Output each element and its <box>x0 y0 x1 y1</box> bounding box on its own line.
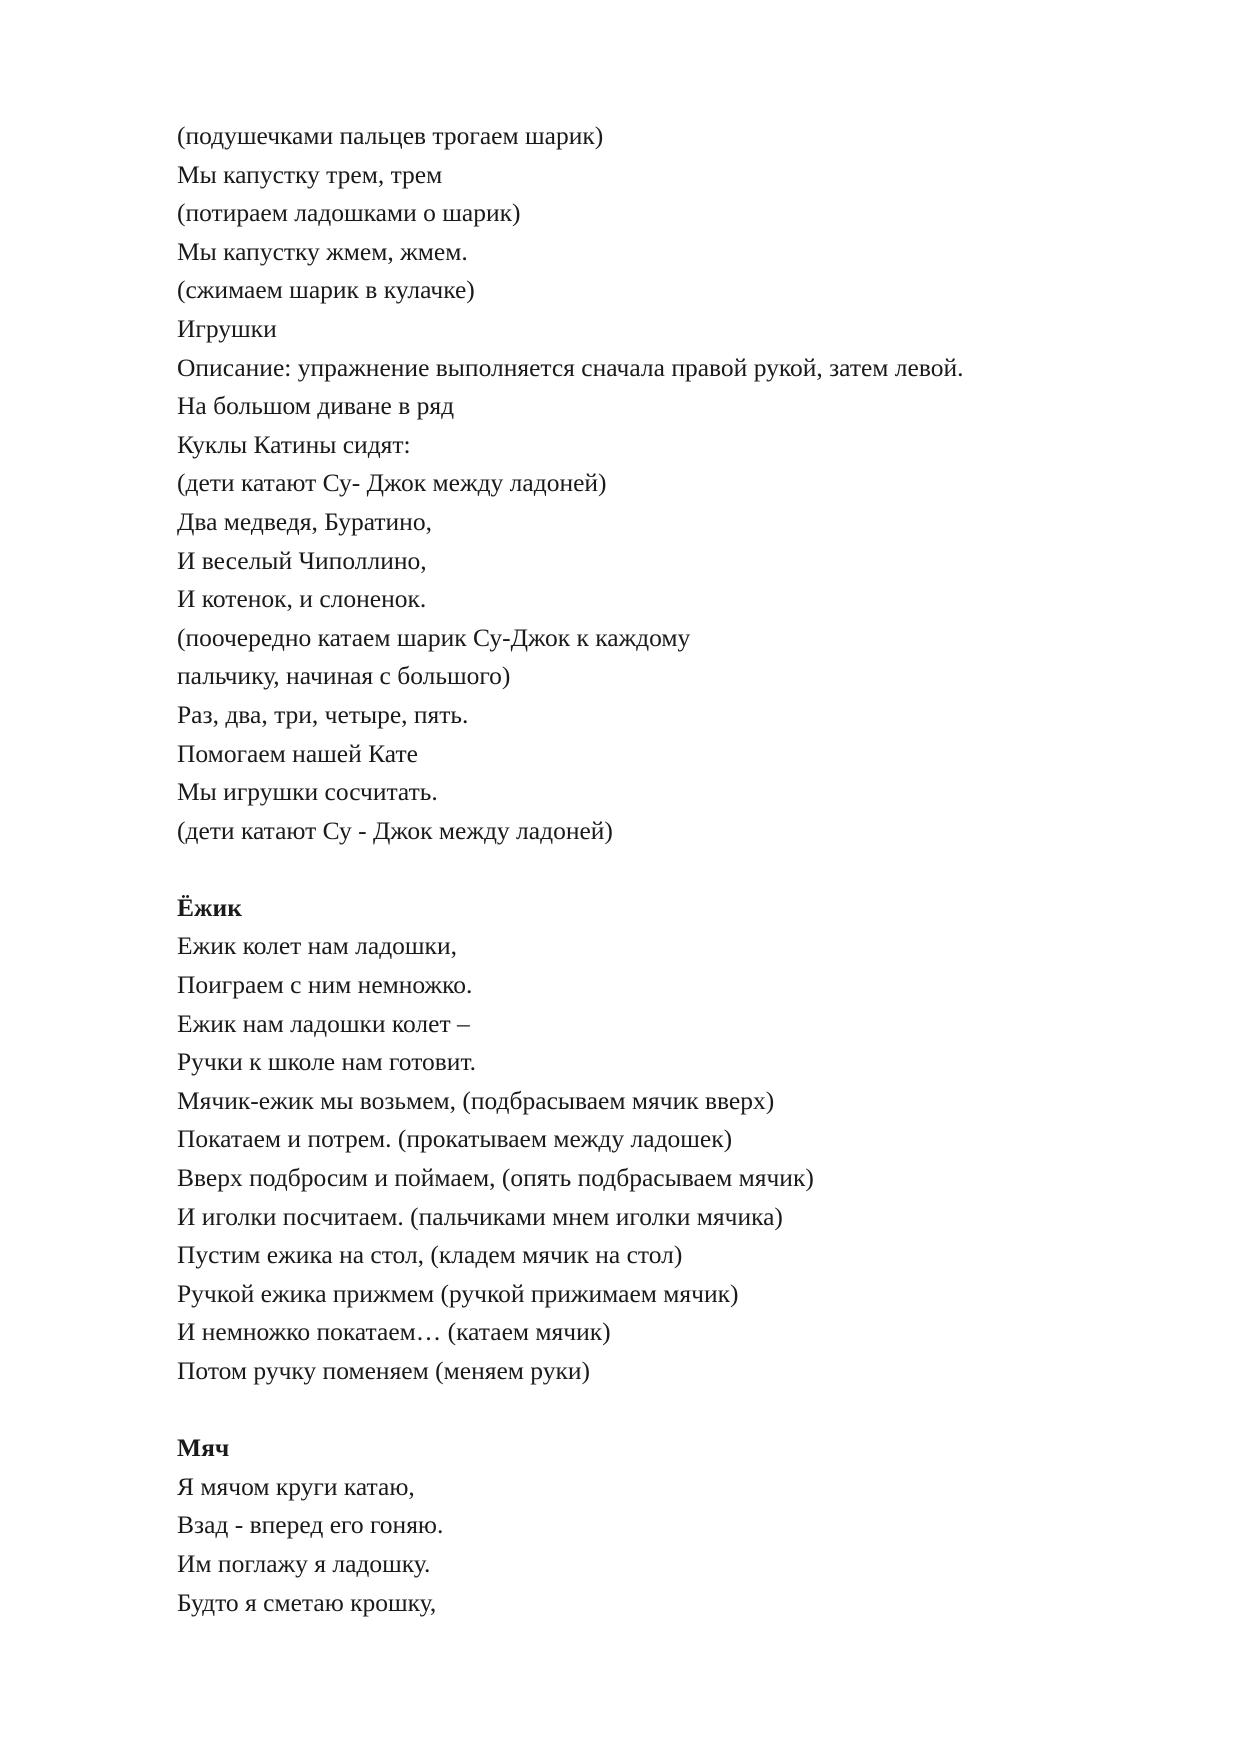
text-line: Потом ручку поменяем (меняем руки) <box>177 1356 590 1385</box>
blank-line <box>177 1391 1157 1430</box>
text-line: (потираем ладошками о шарик) <box>177 198 521 228</box>
text-line: Взад - вперед его гоняю. <box>177 1510 444 1540</box>
text-line: И котенок, и слоненок. <box>177 584 427 614</box>
text-line: Мы капустку жмем, жмем. <box>177 236 468 266</box>
section-ball <box>177 1429 1157 1622</box>
text-line: И немножко покатаем… (катаем мячик) <box>177 1317 611 1347</box>
text-line: И веселый Чиполлино, <box>177 545 427 575</box>
section-toys <box>177 310 1157 850</box>
text-line: И иголки посчитаем. (пальчиками мнем иголки мячика) <box>177 1201 783 1231</box>
text-line: пальчику, начиная с большого) <box>177 661 511 691</box>
text-line: (дети катают Су - Джок между ладоней) <box>177 815 613 845</box>
text-line: Помогаем нашей Кате <box>177 738 418 768</box>
text-line: На большом диване в ряд <box>177 391 455 421</box>
section-continued <box>177 117 1157 310</box>
text-line: Будто я сметаю крошку, <box>177 1587 437 1617</box>
text-line: Им поглажу я ладошку. <box>177 1548 431 1578</box>
text-line: Два медведя, Буратино, <box>177 506 432 536</box>
text-line: Ежик нам ладошки колет – <box>177 1008 470 1038</box>
text-line: Пустим ежика на стол, (кладем мячик на стол) <box>177 1240 683 1270</box>
text-line: (дети катают Су- Джок между ладоней) <box>177 468 607 498</box>
text-line: (поочередно катаем шарик Су-Джок к каждому <box>177 622 691 652</box>
text-line: Поиграем с ним немножко. <box>177 970 473 1000</box>
text-line: Покатаем и потрем. (прокатываем между ладошек) <box>177 1124 733 1154</box>
text-line: Ручки к школе нам готовит. <box>177 1047 477 1077</box>
text-line: Ручкой ежика прижмем (ручкой прижимаем мячик) <box>177 1278 739 1308</box>
text-line: Куклы Катины сидят: <box>177 429 411 459</box>
page-content <box>177 117 1157 1622</box>
blank-line <box>177 850 1157 889</box>
text-line: Мы капустку трем, трем <box>177 159 443 189</box>
text-line: Мячик-ежик мы возьмем, (подбрасываем мячик вверх) <box>177 1085 775 1115</box>
text-line: Я мячом круги катаю, <box>177 1471 415 1501</box>
text-line: Мы игрушки сосчитать. <box>177 777 438 807</box>
section-hedgehog <box>177 889 1157 1391</box>
text-line: (сжимаем шарик в кулачке) <box>177 275 475 305</box>
text-line: Раз, два, три, четыре, пять. <box>177 699 469 729</box>
text-line: Вверх подбросим и поймаем, (опять подбрасываем мячик) <box>177 1163 814 1193</box>
text-line: Описание: упражнение выполняется сначала правой рукой, затем левой. <box>177 352 964 382</box>
text-line: Ежик колет нам ладошки, <box>177 931 457 961</box>
text-line: (подушечками пальцев трогаем шарик) <box>177 121 604 150</box>
section-heading-hedgehog: Ёжик <box>177 892 242 922</box>
section-title-toys: Игрушки <box>177 313 277 343</box>
section-heading-ball: Мяч <box>177 1433 230 1463</box>
